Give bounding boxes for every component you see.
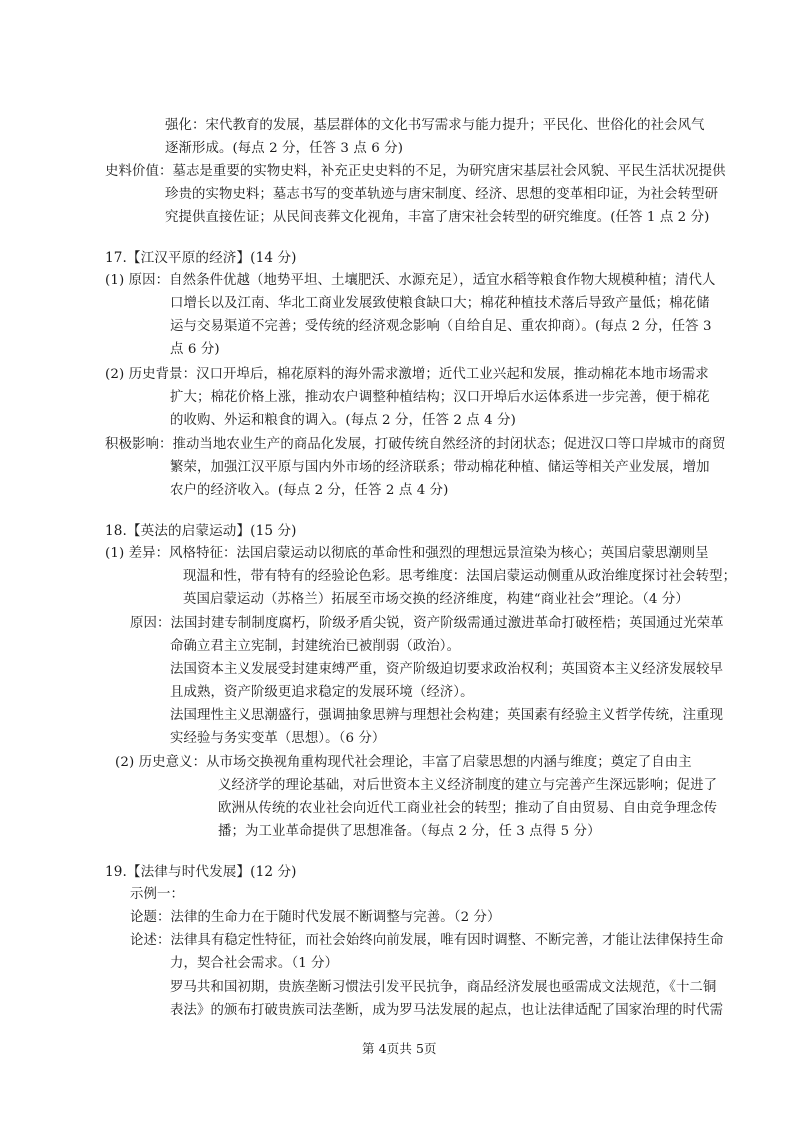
text-line: 表法》的颁布打破贵族司法垄断，成为罗马法发展的起点，也让法律适配了国家治理的时代需 [170, 1003, 724, 1018]
section-heading: 18.【英法的启蒙运动】(15 分) [105, 523, 297, 539]
text-line: 强化：宋代教育的发展，基层群体的文化书写需求与能力提升；平民化、世俗化的社会风气 [165, 118, 705, 133]
text-line: 力，契合社会需求。（1 分） [170, 956, 339, 971]
text-line: 实经验与务实变革（思想）。（6 分） [170, 731, 386, 746]
section-heading: 17.【江汉平原的经济】(14 分) [105, 250, 297, 266]
text-line: (2) 历史背景：汉口开埠后，棉花原料的海外需求激增；近代工业兴起和发展，推动棉花本地市场需求 [105, 367, 709, 382]
text-line: 罗马共和国初期，贵族垄断习惯法引发平民抗争，商品经济发展也亟需成文法规范，《十二铜 [170, 980, 717, 995]
page-number: 第 4页共 5页 [362, 1041, 437, 1056]
text-line: (1) 差异：风格特征：法国启蒙运动以彻底的革命性和强烈的理想远景渲染为核心；英国启蒙思潮则呈 [105, 546, 709, 561]
text-line: 逐渐形成。(每点 2 分，任答 3 点 6 分) [165, 141, 404, 156]
text-line: 英国启蒙运动（苏格兰）拓展至市场交换的经济维度，构建“商业社会”理论。（4 分） [183, 592, 689, 607]
text-line: 法国资本主义发展受封建束缚严重，资产阶级迫切要求政治权利；英国资本主义经济发展较早 [170, 662, 724, 677]
text-line: 命确立君主立宪制，封建统治已被削弱（政治）。 [170, 639, 461, 654]
text-line: 论述：法律具有稳定性特征，而社会始终向前发展，唯有因时调整、不断完善，才能让法律保持生命 [130, 933, 724, 948]
text-line: 运与交易渠道不完善；受传统的经济观念影响（自给自足、重农抑商）。(每点 2 分，任答 3 [170, 319, 712, 334]
text-line: 现温和性，带有特有的经验论色彩。思考维度：法国启蒙运动侧重从政治维度探讨社会转型； [183, 569, 737, 584]
text-line: 的收购、外运和粮食的调入。(每点 2 分，任答 2 点 4 分) [170, 413, 516, 428]
text-line: 欧洲从传统的农业社会向近代工商业社会的转型；推动了自由贸易、自由竞争理念传 [218, 801, 718, 816]
text-line: 示例一： [130, 887, 184, 902]
text-line: 且成熟，资产阶级更追求稳定的发展环境（经济）。 [170, 685, 474, 700]
text-line: (1) 原因：自然条件优越（地势平坦、土壤肥沃、水源充足），适宜水稻等粮食作物大规模种植；清代人 [105, 273, 716, 288]
text-line: 农户的经济收入。(每点 2 分，任答 2 点 4 分) [170, 483, 449, 498]
text-line: 口增长以及江南、华北工商业发展致使粮食缺口大；棉花种植技术落后导致产量低；棉花储 [170, 296, 710, 311]
section-heading: 19.【法律与时代发展】(12 分) [105, 864, 297, 880]
text-line: 史料价值：墓志是重要的实物史料，补充正史史料的不足，为研究唐宋基层社会风貌、平民生活状况提供 [105, 164, 726, 179]
text-line: 繁荣，加强江汉平原与国内外市场的经济联系；带动棉花种植、储运等相关产业发展，增加 [170, 460, 710, 475]
text-line: 扩大；棉花价格上涨，推动农户调整种植结构；汉口开埠后水运体系进一步完善，便于棉花 [170, 390, 710, 405]
text-line: 究提供直接佐证；从民间丧葬文化视角，丰富了唐宋社会转型的研究维度。(任答 1 点 2 分) [165, 210, 710, 225]
text-line: 义经济学的理论基础，对后世资本主义经济制度的建立与完善产生深远影响；促进了 [218, 778, 718, 793]
text-line: 积极影响：推动当地农业生产的商品化发展，打破传统自然经济的封闭状态；促进汉口等口岸城市的商贸 [105, 437, 726, 452]
text-line: 播；为工业革命提供了思想准备。（每点 2 分，任 3 点得 5 分） [218, 824, 601, 839]
text-line: 论题：法律的生命力在于随时代发展不断调整与完善。（2 分） [130, 910, 501, 925]
text-line: (2) 历史意义：从市场交换视角重构现代社会理论，丰富了启蒙思想的内涵与维度；奠定了自由主 [115, 755, 692, 770]
text-line: 原因：法国封建专制制度腐朽，阶级矛盾尖锐，资产阶级需通过激进革命打破桎梏；英国通过光荣革 [130, 616, 724, 631]
text-line: 珍贵的实物史料；墓志书写的变革轨迹与唐宋制度、经济、思想的变革相印证，为社会转型研 [165, 187, 719, 202]
text-line: 法国理性主义思潮盛行，强调抽象思辨与理想社会构建；英国素有经验主义哲学传统，注重现 [170, 708, 724, 723]
text-line: 点 6 分) [170, 342, 220, 357]
